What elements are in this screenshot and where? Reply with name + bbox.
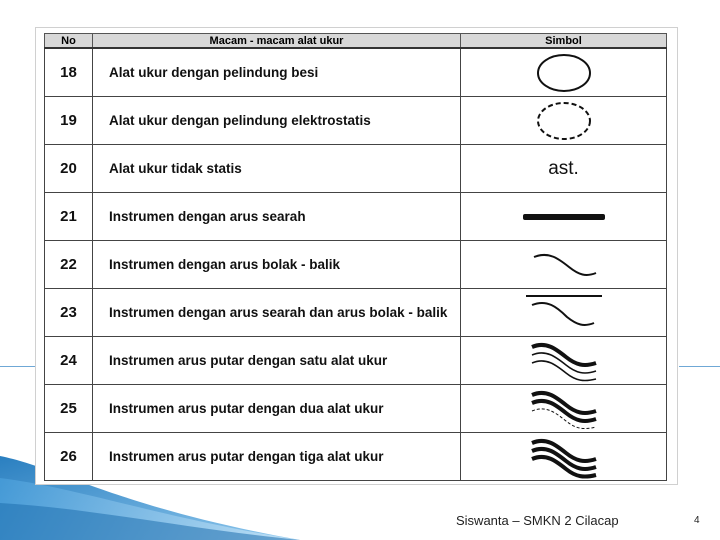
instrument-name: Alat ukur dengan pelindung elektrostatis bbox=[93, 97, 461, 145]
table-row bbox=[45, 385, 667, 433]
symbol-cell bbox=[461, 433, 667, 481]
decorative-line-left bbox=[0, 366, 38, 367]
measuring-instrument-symbol-table bbox=[44, 33, 667, 481]
header-symbol: Simbol bbox=[461, 34, 667, 49]
symbol-cell bbox=[461, 337, 667, 385]
instrument-name: Alat ukur dengan pelindung besi bbox=[93, 48, 461, 97]
instrument-name: Instrumen arus putar dengan tiga alat ukur bbox=[93, 433, 461, 481]
table-row bbox=[45, 193, 667, 241]
ast-symbol-text: ast. bbox=[548, 157, 579, 179]
bar-wave-icon bbox=[522, 291, 606, 335]
row-number: 18 bbox=[45, 48, 93, 97]
table-row bbox=[45, 145, 667, 193]
symbol-cell bbox=[461, 48, 667, 97]
row-number: 23 bbox=[45, 289, 93, 337]
row-number: 21 bbox=[45, 193, 93, 241]
row-number: 22 bbox=[45, 241, 93, 289]
symbol-cell bbox=[461, 97, 667, 145]
table-row bbox=[45, 433, 667, 481]
decorative-line-right bbox=[679, 366, 720, 367]
page-number: 4 bbox=[694, 515, 700, 526]
row-number: 25 bbox=[45, 385, 93, 433]
table-row bbox=[45, 337, 667, 385]
symbol-cell bbox=[461, 241, 667, 289]
single-wave-icon bbox=[524, 245, 604, 285]
instrument-name: Instrumen dengan arus searah dan arus bolak - balik bbox=[93, 289, 461, 337]
row-number: 26 bbox=[45, 433, 93, 481]
dashed-circle-icon bbox=[534, 99, 594, 143]
table-row bbox=[45, 241, 667, 289]
footer-author: Siswanta – SMKN 2 Cilacap bbox=[456, 513, 619, 528]
symbol-cell bbox=[461, 193, 667, 241]
instrument-name: Alat ukur tidak statis bbox=[93, 145, 461, 193]
table-row bbox=[45, 289, 667, 337]
row-number: 24 bbox=[45, 337, 93, 385]
instrument-name: Instrumen arus putar dengan dua alat ukur bbox=[93, 385, 461, 433]
row-number: 19 bbox=[45, 97, 93, 145]
triple-wave-bold-three-icon bbox=[524, 435, 604, 479]
instrument-name: Instrumen dengan arus bolak - balik bbox=[93, 241, 461, 289]
table-row bbox=[45, 97, 667, 145]
table-header-row bbox=[45, 34, 667, 49]
header-no: No bbox=[45, 34, 93, 49]
row-number: 20 bbox=[45, 145, 93, 193]
symbol-cell bbox=[461, 289, 667, 337]
symbol-cell bbox=[461, 145, 667, 193]
thick-bar-icon bbox=[519, 207, 609, 227]
solid-circle-icon bbox=[534, 51, 594, 95]
symbol-cell bbox=[461, 385, 667, 433]
triple-wave-bold-one-icon bbox=[524, 339, 604, 383]
instrument-name: Instrumen dengan arus searah bbox=[93, 193, 461, 241]
triple-wave-bold-two-icon bbox=[524, 387, 604, 431]
table-row bbox=[45, 48, 667, 97]
instrument-name: Instrumen arus putar dengan satu alat ukur bbox=[93, 337, 461, 385]
header-instrument-type: Macam - macam alat ukur bbox=[93, 34, 461, 49]
